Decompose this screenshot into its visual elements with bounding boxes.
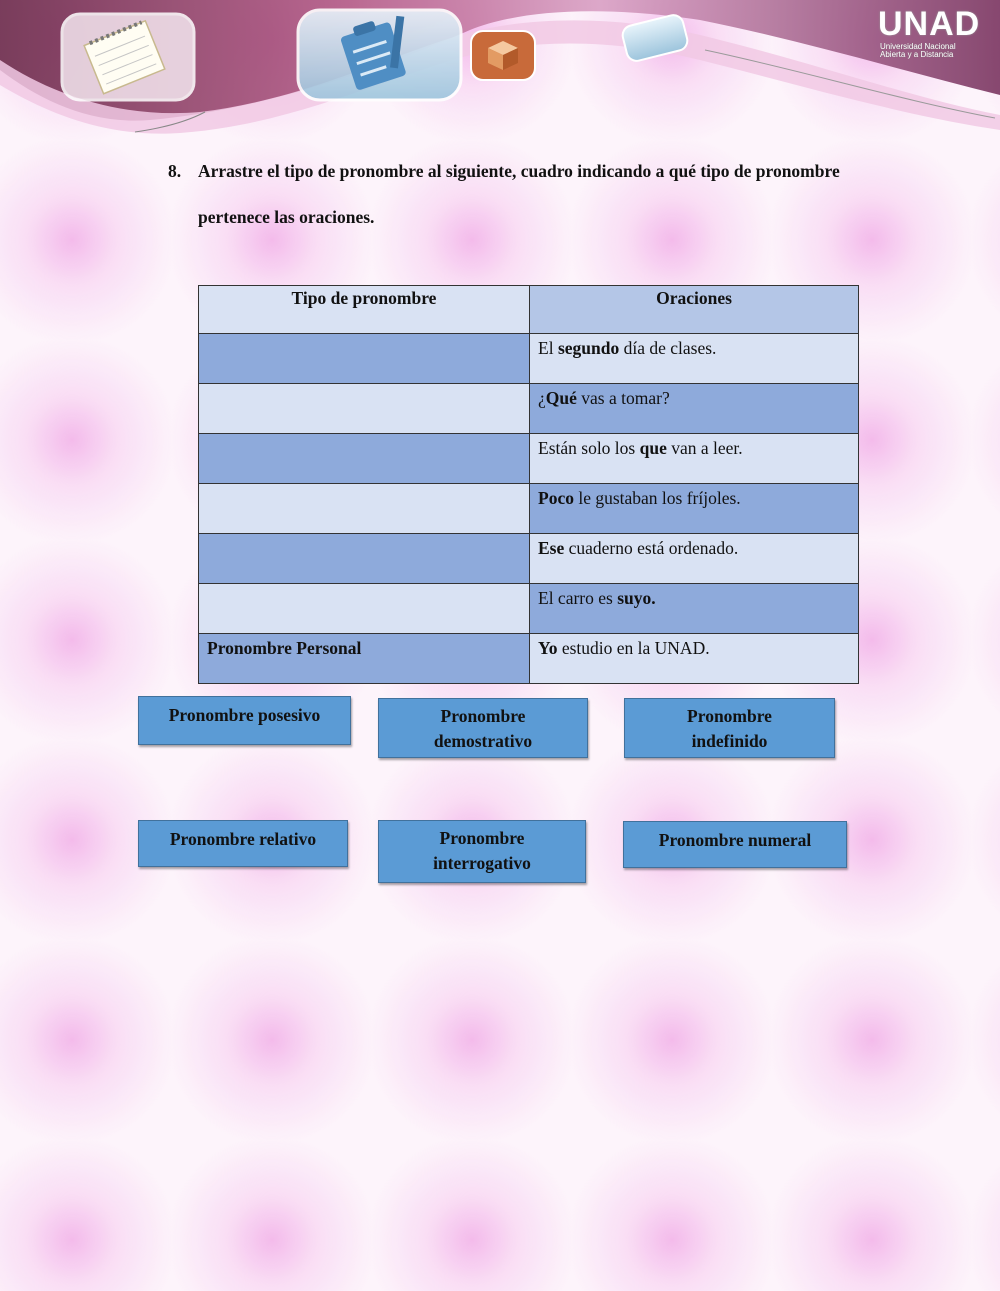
option-label: demostrativo bbox=[433, 731, 533, 751]
clipboard-icon bbox=[292, 4, 467, 104]
option-pronombre-demostrativo[interactable] bbox=[378, 698, 588, 758]
option-label: Pronombre bbox=[439, 828, 525, 848]
question-number: 8. bbox=[168, 161, 182, 181]
header-type: Tipo de pronombre bbox=[199, 286, 530, 334]
sentence-7: Yo estudio en la UNAD. bbox=[530, 634, 859, 684]
type-cell-personal: Pronombre Personal bbox=[199, 634, 530, 684]
option-label: interrogativo bbox=[433, 853, 531, 873]
option-pronombre-relativo[interactable] bbox=[138, 820, 348, 867]
table-header-row bbox=[199, 286, 859, 334]
drop-zone-3[interactable] bbox=[199, 434, 530, 484]
option-pronombre-posesivo[interactable] bbox=[138, 696, 351, 745]
option-label: Pronombre numeral bbox=[658, 830, 812, 850]
option-label: Pronombre relativo bbox=[169, 829, 317, 849]
tile-icon bbox=[614, 14, 696, 62]
drop-zone-2[interactable] bbox=[199, 384, 530, 434]
table-row bbox=[199, 484, 859, 534]
option-label: Pronombre bbox=[687, 706, 772, 726]
table-row bbox=[199, 384, 859, 434]
notepad-icon bbox=[58, 10, 198, 105]
drop-zone-6[interactable] bbox=[199, 584, 530, 634]
option-label: indefinido bbox=[691, 731, 768, 751]
logo-subtitle-line2: Abierta y a Distancia bbox=[880, 50, 954, 59]
sentence-5: Ese cuaderno está ordenado. bbox=[530, 534, 859, 584]
option-label: Pronombre bbox=[440, 706, 526, 726]
table-row bbox=[199, 434, 859, 484]
table-row bbox=[199, 584, 859, 634]
logo-subtitle-line1: Universidad Nacional bbox=[880, 42, 956, 51]
question-text: Arrastre el tipo de pronombre al siguiente, cuadro indicando a qué tipo de pronombre pertenece las oraciones. bbox=[198, 161, 840, 227]
option-pronombre-numeral[interactable] bbox=[623, 821, 847, 868]
sentence-1: El segundo día de clases. bbox=[530, 334, 859, 384]
drop-zone-5[interactable] bbox=[199, 534, 530, 584]
table-row bbox=[199, 534, 859, 584]
option-pronombre-indefinido[interactable] bbox=[624, 698, 835, 758]
sentence-2: ¿Qué vas a tomar? bbox=[530, 384, 859, 434]
box-icon bbox=[468, 28, 538, 83]
option-label: Pronombre posesivo bbox=[168, 705, 321, 725]
drop-zone-4[interactable] bbox=[199, 484, 530, 534]
sentence-3: Están solo los que van a leer. bbox=[530, 434, 859, 484]
sentence-4: Poco le gustaban los fríjoles. bbox=[530, 484, 859, 534]
logo-main-text: UNAD bbox=[878, 5, 981, 43]
table-row bbox=[199, 634, 859, 684]
sentence-6: El carro es suyo. bbox=[530, 584, 859, 634]
table-row bbox=[199, 334, 859, 384]
drop-zone-1[interactable] bbox=[199, 334, 530, 384]
unad-logo bbox=[878, 5, 988, 59]
page-header bbox=[0, 0, 1000, 140]
header-sentences: Oraciones bbox=[530, 286, 859, 334]
option-pronombre-interrogativo[interactable] bbox=[378, 820, 586, 883]
pronoun-table bbox=[198, 285, 859, 684]
